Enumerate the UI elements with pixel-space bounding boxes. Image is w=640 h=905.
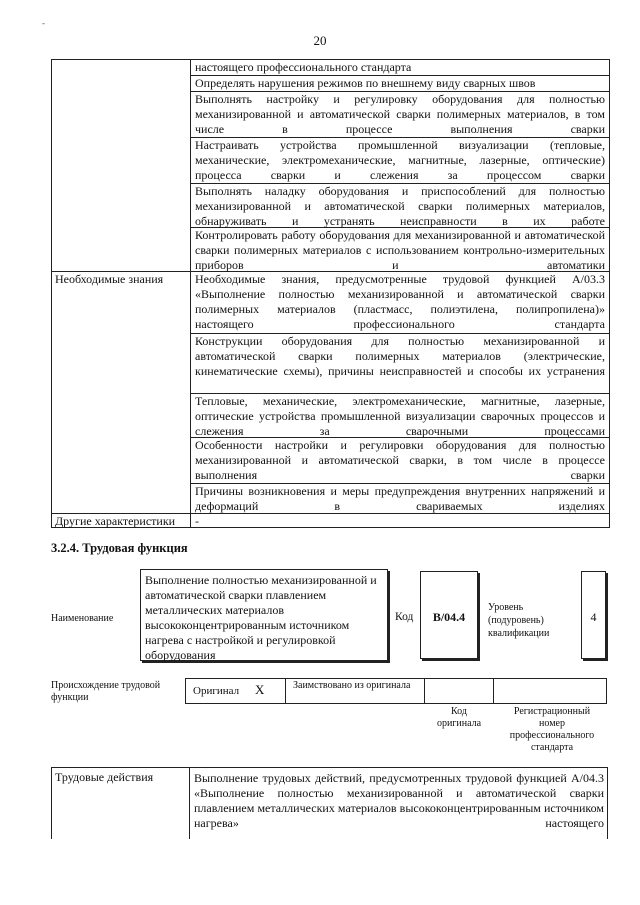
- table-row-label: Необходимые знания: [55, 272, 164, 286]
- code-box: [420, 571, 478, 659]
- table-row-text: Причины возникновения и меры предупреждения внутренних напряжений и деформаций в свариваемых изделиях: [195, 484, 605, 513]
- origin-reg-number: Регистрационный номер профессионального стандарта: [509, 706, 595, 753]
- function-name-text: Выполнение полностью механизированной и автоматической сварки плавлением металлических материалов высококонцентрированным источником нагрева с настройкой и регулировкой оборудования: [145, 573, 377, 662]
- section-title: 3.2.4. Трудовая функция: [51, 541, 188, 555]
- level-box: [581, 571, 606, 659]
- table-row-text: -: [195, 514, 199, 528]
- corner-mark: -: [42, 18, 45, 28]
- origin-code-original: Код оригинала: [436, 706, 482, 729]
- code-label: Код: [395, 611, 414, 623]
- level-value: 4: [590, 610, 597, 624]
- name-label: Наименование: [51, 613, 114, 624]
- table-row-text: Особенности настройки и регулировки оборудования для полностью механизированной и автоматической сварки, в том числе в процессе выполнения сварки: [195, 438, 605, 482]
- function-name-box: [140, 569, 388, 661]
- table-row-text: Конструкции оборудования для полностью механизированной и автоматической сварки полимерных материалов (электрические, кинематические схемы), причины неисправностей и способы их устранения: [195, 334, 605, 378]
- table-row-text: Необходимые знания, предусмотренные трудовой функцией А/03.3 «Выполнение полностью механизированной и автоматической сварки полимерных материалов (пластмасс, полиэтилена, полипропилена)» настоящего профессионального стандарта: [195, 272, 605, 331]
- table-row-text: Определять нарушения режимов по внешнему виду сварных швов: [195, 76, 536, 90]
- actions-text: Выполнение трудовых действий, предусмотренных трудовой функцией А/04.3 «Выполнение полностью механизированной и автоматической сварки плавлением металлических материалов высококонцентрированным источником нагрева» настоящего: [194, 771, 604, 830]
- table-row-text: Выполнять настройку и регулировку оборудования для полностью механизированной и автоматической сварки полимерных материалов, в том числе в процессе выполнения сварки: [195, 92, 605, 136]
- table-row-label: Другие характеристики: [55, 514, 176, 528]
- code-value: B/04.4: [432, 610, 466, 624]
- origin-mark: X: [255, 682, 265, 697]
- origin-borrowed: Заимствовано из оригинала: [293, 680, 411, 691]
- table-row-text: Тепловые, механические, электромеханические, магнитные, лазерные, оптические устройства промышленной визуализации сварочных процессов и слежения за сварочными процессами: [195, 394, 605, 438]
- table-row-text: настоящего профессионального стандарта: [195, 60, 412, 74]
- origin-original: Оригинал: [193, 685, 240, 697]
- page-number: 20: [313, 33, 327, 48]
- table-row-text: Контролировать работу оборудования для механизированной и автоматической сварки полимерных материалов с использованием контрольно-измерительных приборов и автоматики: [195, 228, 605, 272]
- origin-label: Происхождение трудовой функции: [51, 680, 161, 703]
- table-row-text: Настраивать устройства промышленной визуализации (тепловые, механические, электромеханические, магнитные, лазерные, оптические) процесса сварки и слежения за процессом сварки: [195, 138, 605, 182]
- actions-label: Трудовые действия: [55, 770, 154, 784]
- table-row-text: Выполнять наладку оборудования и приспособлений для полностью механизированной и автоматической сварки полимерных материалов, обнаруживать и устранять неисправности в их работе: [195, 184, 605, 228]
- level-label: Уровень (подуровень) квалификации: [488, 602, 550, 639]
